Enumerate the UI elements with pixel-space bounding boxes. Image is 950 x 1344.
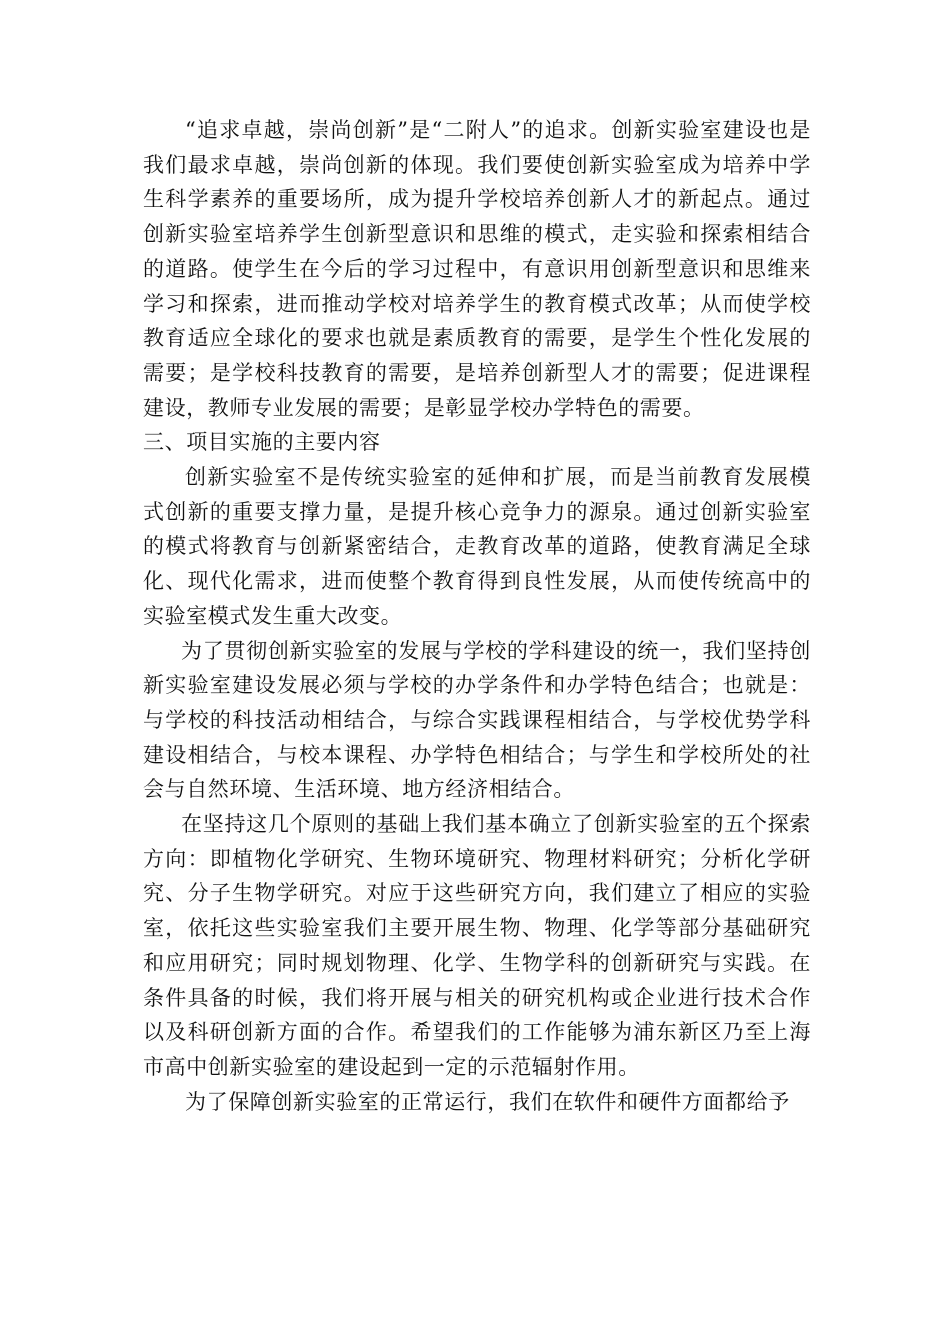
paragraph-principles: 为了贯彻创新实验室的发展与学校的学科建设的统一，我们坚持创新实验室建设发展必须与学校的办学条件和办学特色结合；也就是：与学校的科技活动相结合，与综合实践课程相结合，与学校优势学科建设相结合，与校本课程、办学特色相结合；与学生和学校所处的社会与自然环境、生活环境、地方经济相结合。 <box>143 638 811 802</box>
document-body <box>143 113 811 1119</box>
paragraph-pursuit-excellence: “追求卓越，崇尚创新”是“二附人”的追求。创新实验室建设也是我们最求卓越，崇尚创新的体现。我们要使创新实验室成为培养中学生科学素养的重要场所，成为提升学校培养创新人才的新起点。通过创新实验室培养学生创新型意识和思维的模式，走实验和探索相结合的道路。使学生在今后的学习过程中，有意识用创新型意识和思维来学习和探索，进而推动学校对培养学生的教育模式改革；从而使学校教育适应全球化的要求也就是素质教育的需要，是学生个性化发展的需要；是学校科技教育的需要，是培养创新型人才的需要；促进课程建设，教师专业发展的需要；是彰显学校办学特色的需要。 <box>143 118 811 420</box>
section-heading: 三、项目实施的主要内容 <box>143 430 381 455</box>
paragraph-innovation-lab: 创新实验室不是传统实验室的延伸和扩展，而是当前教育发展模式创新的重要支撑力量，是提升核心竞争力的源泉。通过创新实验室的模式将教育与创新紧密结合，走教育改革的道路，使教育满足全球化、现代化需求，进而使整个教育得到良性发展，从而使传统高中的实验室模式发生重大改变。 <box>143 465 811 628</box>
paragraph-guarantee: 为了保障创新实验室的正常运行，我们在软件和硬件方面都给予 <box>185 1089 790 1114</box>
paragraph-research-directions: 在坚持这几个原则的基础上我们基本确立了创新实验室的五个探索方向：即植物化学研究、生物环境研究、物理材料研究；分析化学研究、分子生物学研究。对应于这些研究方向，我们建立了相应的实验室，依托这些实验室我们主要开展生物、物理、化学等部分基础研究和应用研究；同时规划物理、化学、生物学科的创新研究与实践。在条件具备的时候，我们将开展与相关的研究机构或企业进行技术合作以及科研创新方面的合作。希望我们的工作能够为浦东新区乃至上海市高中创新实验室的建设起到一定的示范辐射作用。 <box>143 812 811 1079</box>
